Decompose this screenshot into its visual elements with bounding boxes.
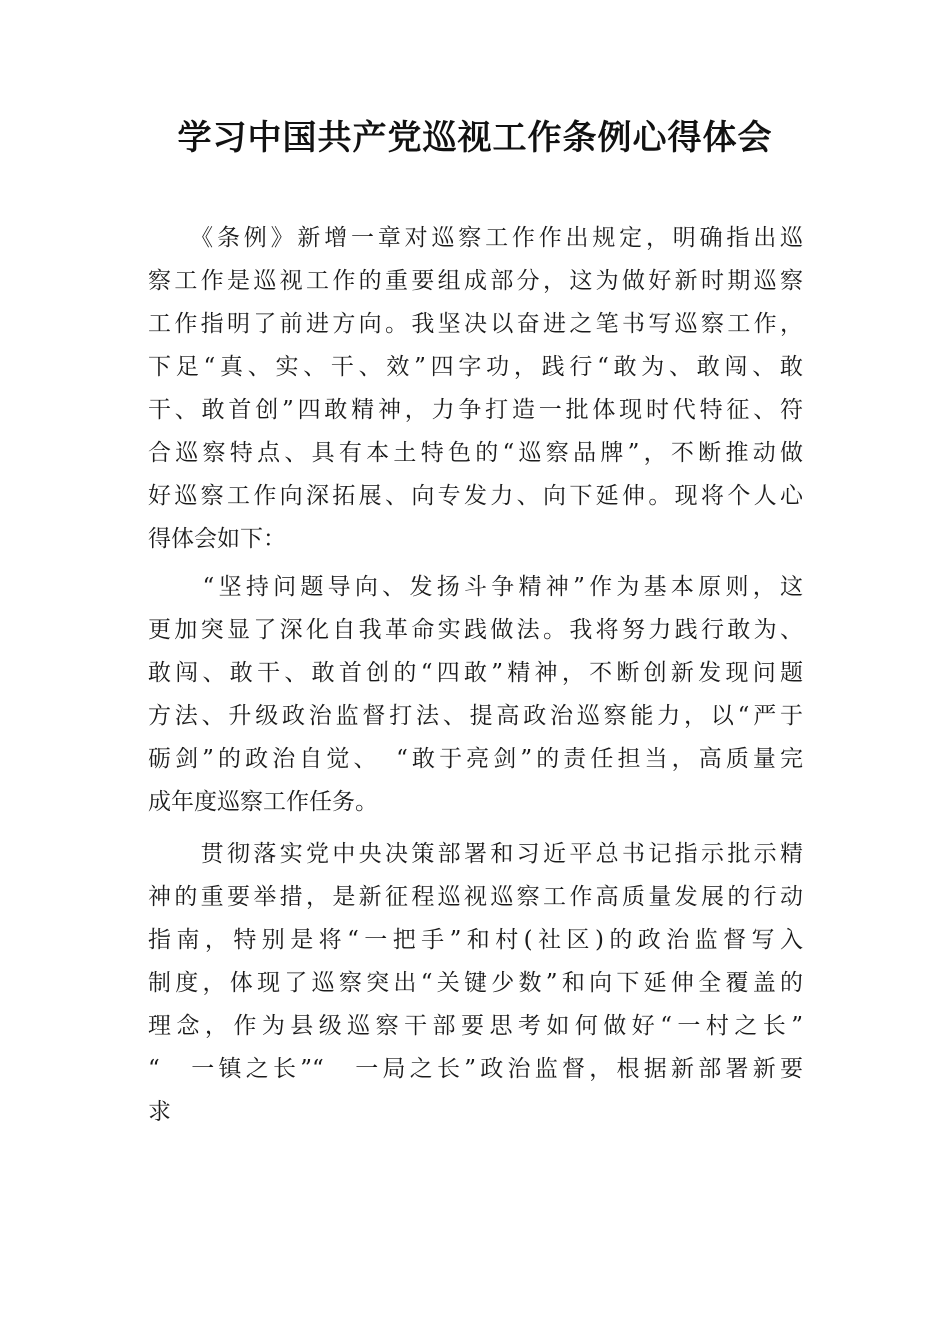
- paragraph-line: 《条例》新增一章对巡察工作作出规定，明确指出巡: [148, 225, 803, 251]
- paragraph-line: 方法、升级政治监督打法、提高政治巡察能力，以“严于: [148, 703, 803, 729]
- paragraph-line: 成年度巡察工作任务。: [148, 789, 378, 815]
- paragraph-line: 得体会如下：: [148, 526, 286, 552]
- document-title: 学习中国共产党巡视工作条例心得体会: [177, 118, 773, 158]
- paragraph-line: “ 一镇之长”“ 一局之长”政治监督，根据新部署新要: [148, 1056, 803, 1082]
- paragraph-line: 敢闯、敢干、敢首创的“四敢”精神，不断创新发现问题: [148, 660, 803, 686]
- paragraph-line: “坚持问题导向、发扬斗争精神”作为基本原则，这: [148, 574, 803, 600]
- paragraph-line: 察工作是巡视工作的重要组成部分，这为做好新时期巡察: [148, 268, 803, 294]
- paragraph-line: 贯彻落实党中央决策部署和习近平总书记指示批示精: [148, 841, 803, 867]
- paragraph-line: 神的重要举措，是新征程巡视巡察工作高质量发展的行动: [148, 884, 803, 910]
- paragraph-line: 合巡察特点、具有本土特色的“巡察品牌”，不断推动做: [148, 440, 803, 466]
- paragraph-line: 理念，作为县级巡察干部要思考如何做好“一村之长”: [148, 1013, 803, 1039]
- paragraph-line: 好巡察工作向深拓展、向专发力、向下延伸。现将个人心: [148, 483, 803, 509]
- paragraph-line: 干、敢首创”四敢精神，力争打造一批体现时代特征、符: [148, 397, 803, 423]
- paragraph-line: 砺剑”的政治自觉、 “敢于亮剑”的责任担当，高质量完: [148, 746, 803, 772]
- paragraph-line: 指南，特别是将“一把手”和村(社区)的政治监督写入: [148, 927, 803, 953]
- paragraph-2: [148, 566, 803, 824]
- paragraph-line: 更加突显了深化自我革命实践做法。我将努力践行敢为、: [148, 617, 803, 643]
- paragraph-3: [148, 833, 803, 1134]
- paragraph-1: [148, 217, 803, 561]
- paragraph-line: 制度，体现了巡察突出“关键少数”和向下延伸全覆盖的: [148, 970, 803, 996]
- paragraph-line: 工作指明了前进方向。我坚决以奋进之笔书写巡察工作，: [148, 311, 803, 337]
- paragraph-line: 下足“真、实、干、效”四字功，践行“敢为、敢闯、敢: [148, 354, 803, 380]
- paragraph-line: 求: [148, 1099, 171, 1125]
